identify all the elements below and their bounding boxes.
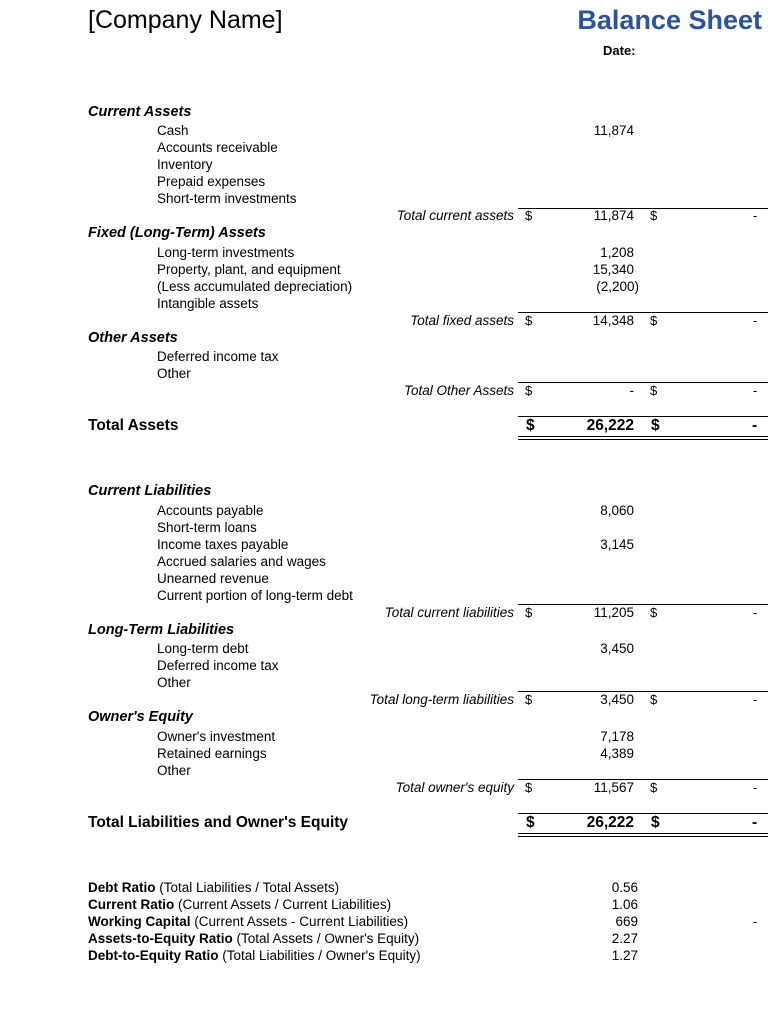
subtotal-rule <box>518 691 768 692</box>
ratio-value: 1.27 <box>611 948 638 963</box>
total-rule-double <box>518 436 768 437</box>
ratio-formula: (Current Assets / Current Liabilities) <box>178 897 392 912</box>
line-item-value: 15,340 <box>592 262 634 277</box>
subtotal-value: - <box>629 383 634 398</box>
subtotal-label: Total fixed assets <box>410 313 514 328</box>
line-item-label: Intangible assets <box>157 296 259 311</box>
line-item-label: Long-term debt <box>157 641 249 656</box>
date-label: Date: <box>603 43 636 58</box>
line-item-label: Retained earnings <box>157 746 267 761</box>
ratio-name: Debt-to-Equity Ratio <box>88 948 219 963</box>
ratio-formula: (Total Liabilities / Owner's Equity) <box>222 948 421 963</box>
currency-symbol: $ <box>651 814 660 831</box>
total-assets-label: Total Assets <box>88 417 179 434</box>
subtotal-rule <box>518 779 768 780</box>
currency-symbol: $ <box>526 814 535 831</box>
total-rule-double <box>518 833 768 834</box>
section-heading-current-assets: Current Assets <box>88 104 192 120</box>
line-item-value: 11,874 <box>593 123 634 138</box>
subtotal-label: Total current assets <box>396 208 514 223</box>
total-assets-value: 26,222 <box>586 417 634 434</box>
line-item-label: (Less accumulated depreciation) <box>157 279 353 294</box>
subtotal-value: 11,567 <box>593 780 634 795</box>
line-item-label: Long-term investments <box>157 245 295 260</box>
section-heading-current-liabilities: Current Liabilities <box>88 483 212 499</box>
currency-symbol: $ <box>525 208 533 223</box>
line-item-label: Accounts receivable <box>157 140 278 155</box>
line-item-label: Cash <box>157 123 189 138</box>
line-item-value: 3,145 <box>600 537 634 552</box>
currency-symbol: $ <box>650 692 658 707</box>
ratio-value: 2.27 <box>611 931 638 946</box>
ratio-value: 669 <box>615 914 638 929</box>
subtotal-prior-value: - <box>753 208 758 223</box>
subtotal-prior-value: - <box>753 313 758 328</box>
ratio-row <box>88 897 391 912</box>
line-item-label: Property, plant, and equipment <box>157 262 341 277</box>
ratio-name: Working Capital <box>88 914 191 929</box>
currency-symbol: $ <box>650 605 658 620</box>
ratio-name: Current Ratio <box>88 897 175 912</box>
line-item-label: Owner's investment <box>157 729 276 744</box>
line-item-label: Other <box>157 675 191 690</box>
currency-symbol: $ <box>525 780 533 795</box>
currency-symbol: $ <box>650 208 658 223</box>
line-item-label: Other <box>157 763 191 778</box>
ratio-row <box>88 948 421 963</box>
subtotal-prior-value: - <box>753 383 758 398</box>
currency-symbol: $ <box>650 313 658 328</box>
line-item-label: Prepaid expenses <box>157 174 266 189</box>
currency-symbol: $ <box>650 383 658 398</box>
currency-symbol: $ <box>525 605 533 620</box>
ratio-row <box>88 914 408 929</box>
subtotal-label: Total Other Assets <box>403 383 514 398</box>
ratio-name: Debt Ratio <box>88 880 156 895</box>
subtotal-rule <box>518 312 768 313</box>
line-item-label: Short-term investments <box>157 191 297 206</box>
total-liabilities-equity-prior-value: - <box>752 814 758 831</box>
subtotal-prior-value: - <box>753 692 758 707</box>
line-item-label: Inventory <box>157 157 213 172</box>
subtotal-value: 11,874 <box>593 208 634 223</box>
subtotal-value: 14,348 <box>592 313 634 328</box>
subtotal-label: Total current liabilities <box>384 605 514 620</box>
ratio-formula: (Total Assets / Owner's Equity) <box>236 931 420 946</box>
ratio-value: 0.56 <box>611 880 638 895</box>
company-name: [Company Name] <box>88 6 283 34</box>
line-item-value: 8,060 <box>600 503 634 518</box>
line-item-value: 1,208 <box>600 245 634 260</box>
ratio-formula: (Current Assets - Current Liabilities) <box>194 914 409 929</box>
ratio-row <box>88 880 339 895</box>
total-rule-top <box>518 416 768 417</box>
currency-symbol: $ <box>526 417 535 434</box>
ratio-row <box>88 931 419 946</box>
line-item-value: (2,200) <box>596 279 639 294</box>
subtotal-prior-value: - <box>753 605 758 620</box>
subtotal-value: 3,450 <box>600 692 634 707</box>
line-item-label: Accounts payable <box>157 503 264 518</box>
ratio-prior-value: - <box>753 914 758 929</box>
subtotal-label: Total owner's equity <box>395 780 514 795</box>
subtotal-rule <box>518 604 768 605</box>
currency-symbol: $ <box>651 417 660 434</box>
subtotal-rule <box>518 382 768 383</box>
line-item-label: Current portion of long-term debt <box>157 588 353 603</box>
total-liabilities-equity-label: Total Liabilities and Owner's Equity <box>88 814 349 831</box>
ratio-value: 1.06 <box>611 897 638 912</box>
currency-symbol: $ <box>650 780 658 795</box>
currency-symbol: $ <box>525 383 533 398</box>
ratio-formula: (Total Liabilities / Total Assets) <box>159 880 340 895</box>
subtotal-rule <box>518 208 768 209</box>
line-item-label: Other <box>157 366 191 381</box>
line-item-label: Deferred income tax <box>157 658 279 673</box>
line-item-value: 3,450 <box>600 641 634 656</box>
total-rule-double <box>518 439 768 440</box>
section-heading-long-term-liabilities: Long-Term Liabilities <box>88 622 235 638</box>
line-item-value: 7,178 <box>600 729 634 744</box>
line-item-label: Accrued salaries and wages <box>157 554 326 569</box>
total-liabilities-equity-value: 26,222 <box>586 814 634 831</box>
line-item-label: Unearned revenue <box>157 571 269 586</box>
subtotal-prior-value: - <box>753 780 758 795</box>
total-assets-prior-value: - <box>752 417 758 434</box>
total-rule-top <box>518 813 768 814</box>
line-item-label: Income taxes payable <box>157 537 289 552</box>
subtotal-value: 11,205 <box>593 605 634 620</box>
sheet-title: Balance Sheet <box>577 5 762 35</box>
section-heading-fixed-assets: Fixed (Long-Term) Assets <box>88 225 266 241</box>
currency-symbol: $ <box>525 313 533 328</box>
line-item-label: Short-term loans <box>157 520 257 535</box>
section-heading-other-assets: Other Assets <box>88 330 178 346</box>
line-item-label: Deferred income tax <box>157 349 279 364</box>
subtotal-label: Total long-term liabilities <box>369 692 514 707</box>
section-heading-owners-equity: Owner's Equity <box>88 709 193 725</box>
total-rule-double <box>518 836 768 837</box>
currency-symbol: $ <box>525 692 533 707</box>
line-item-value: 4,389 <box>600 746 634 761</box>
ratio-name: Assets-to-Equity Ratio <box>88 931 233 946</box>
